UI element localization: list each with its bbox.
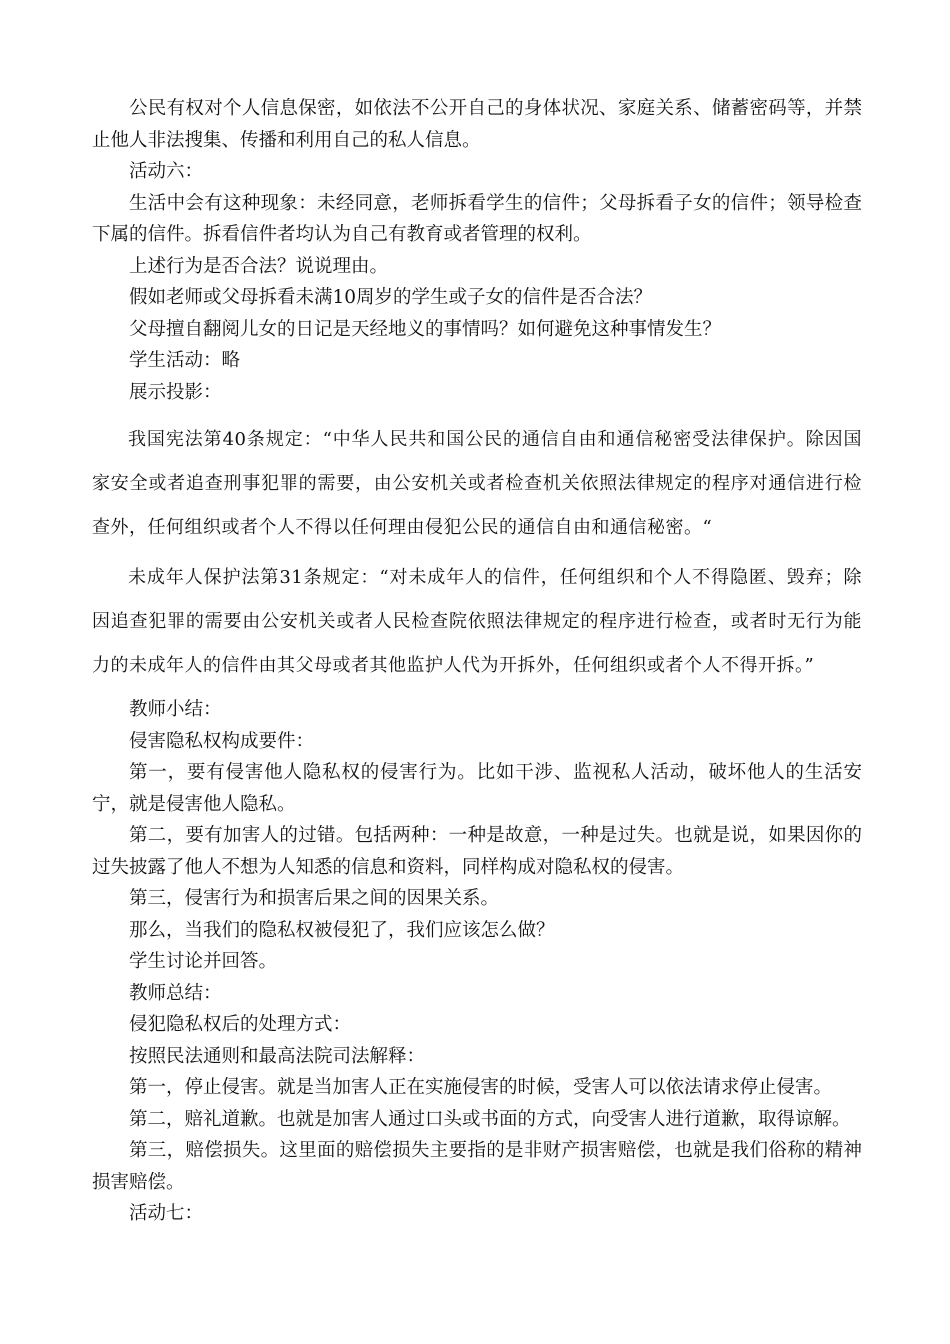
question-diary: 父母擅自翻阅儿女的日记是天经地义的事情吗？如何避免这种事情发生？: [129, 318, 722, 340]
projection-label: 展示投影：: [129, 381, 222, 403]
document-body: [92, 93, 862, 1230]
heading-activity-seven: 活动七：: [129, 1203, 204, 1224]
teacher-summary-label: 教师小结：: [129, 699, 222, 720]
remedy-apology: 第二，赔礼道歉。也就是加害人通过口头或书面的方式，向受害人进行道歉，取得谅解。: [129, 1108, 851, 1130]
question-legality: 上述行为是否合法？说说理由。: [129, 255, 389, 277]
quote-minor-protection-article-31: 未成年人保护法第31条规定：“对未成年人的信件，任何组织和个人不得隐匿、毁弃；除因追查犯罪的需要由公安机关或者人民检查院依照法律规定的程序进行检查，或者时无行为能力的未成年人的信件由其父母或者其他监护人代为开拆外，任何组织或者个人不得开拆。”: [92, 567, 862, 676]
question-what-to-do: 那么，当我们的隐私权被侵犯了，我们应该怎么做？: [129, 919, 555, 941]
legal-basis: 按照民法通则和最高法院司法解释：: [129, 1045, 426, 1067]
question-under-ten: 假如老师或父母拆看未满10周岁的学生或子女的信件是否合法？: [129, 287, 653, 308]
element-one: 第一，要有侵害他人隐私权的侵害行为。比如干涉、监视私人活动，破坏他人的生活安宁，就是侵害他人隐私。: [92, 762, 862, 815]
handling-methods-heading: 侵犯隐私权后的处理方式：: [129, 1014, 352, 1035]
heading-activity-six: 活动六：: [129, 161, 204, 182]
element-three: 第三，侵害行为和损害后果之间的因果关系。: [129, 888, 500, 909]
teacher-conclusion-label: 教师总结：: [129, 982, 222, 1004]
remedy-stop-infringement: 第一，停止侵害。就是当加害人正在实施侵害的时候，受害人可以依法请求停止侵害。: [129, 1077, 833, 1098]
remedy-compensation: 第三，赔偿损失。这里面的赔偿损失主要指的是非财产损害赔偿，也就是我们俗称的精神损害赔偿。: [92, 1140, 862, 1193]
paragraph-letter-phenomenon: 生活中会有这种现象：未经同意，老师拆看学生的信件；父母拆看子女的信件；领导检查下属的信件。拆看信件者均认为自己有教育或者管理的权利。: [92, 192, 862, 245]
student-discussion: 学生讨论并回答。: [129, 951, 278, 972]
student-activity: 学生活动：略: [129, 350, 241, 371]
quote-constitution-article-40: 我国宪法第40条规定：“中华人民共和国公民的通信自由和通信秘密受法律保护。除因国家安全或者追查刑事犯罪的需要，由公安机关或者检查机关依照法律规定的程序对通信进行检查外，任何组织或者个人不得以任何理由侵犯公民的通信自由和通信秘密。“: [92, 429, 862, 538]
element-two: 第二，要有加害人的过错。包括两种：一种是故意，一种是过失。也就是说，如果因你的过失披露了他人不想为人知悉的信息和资料，同样构成对隐私权的侵害。: [92, 825, 862, 878]
infringement-elements-heading: 侵害隐私权构成要件：: [129, 730, 315, 752]
paragraph-privacy-right: 公民有权对个人信息保密，如依法不公开自己的身体状况、家庭关系、储蓄密码等，并禁止他人非法搜集、传播和利用自己的私人信息。: [92, 98, 862, 151]
